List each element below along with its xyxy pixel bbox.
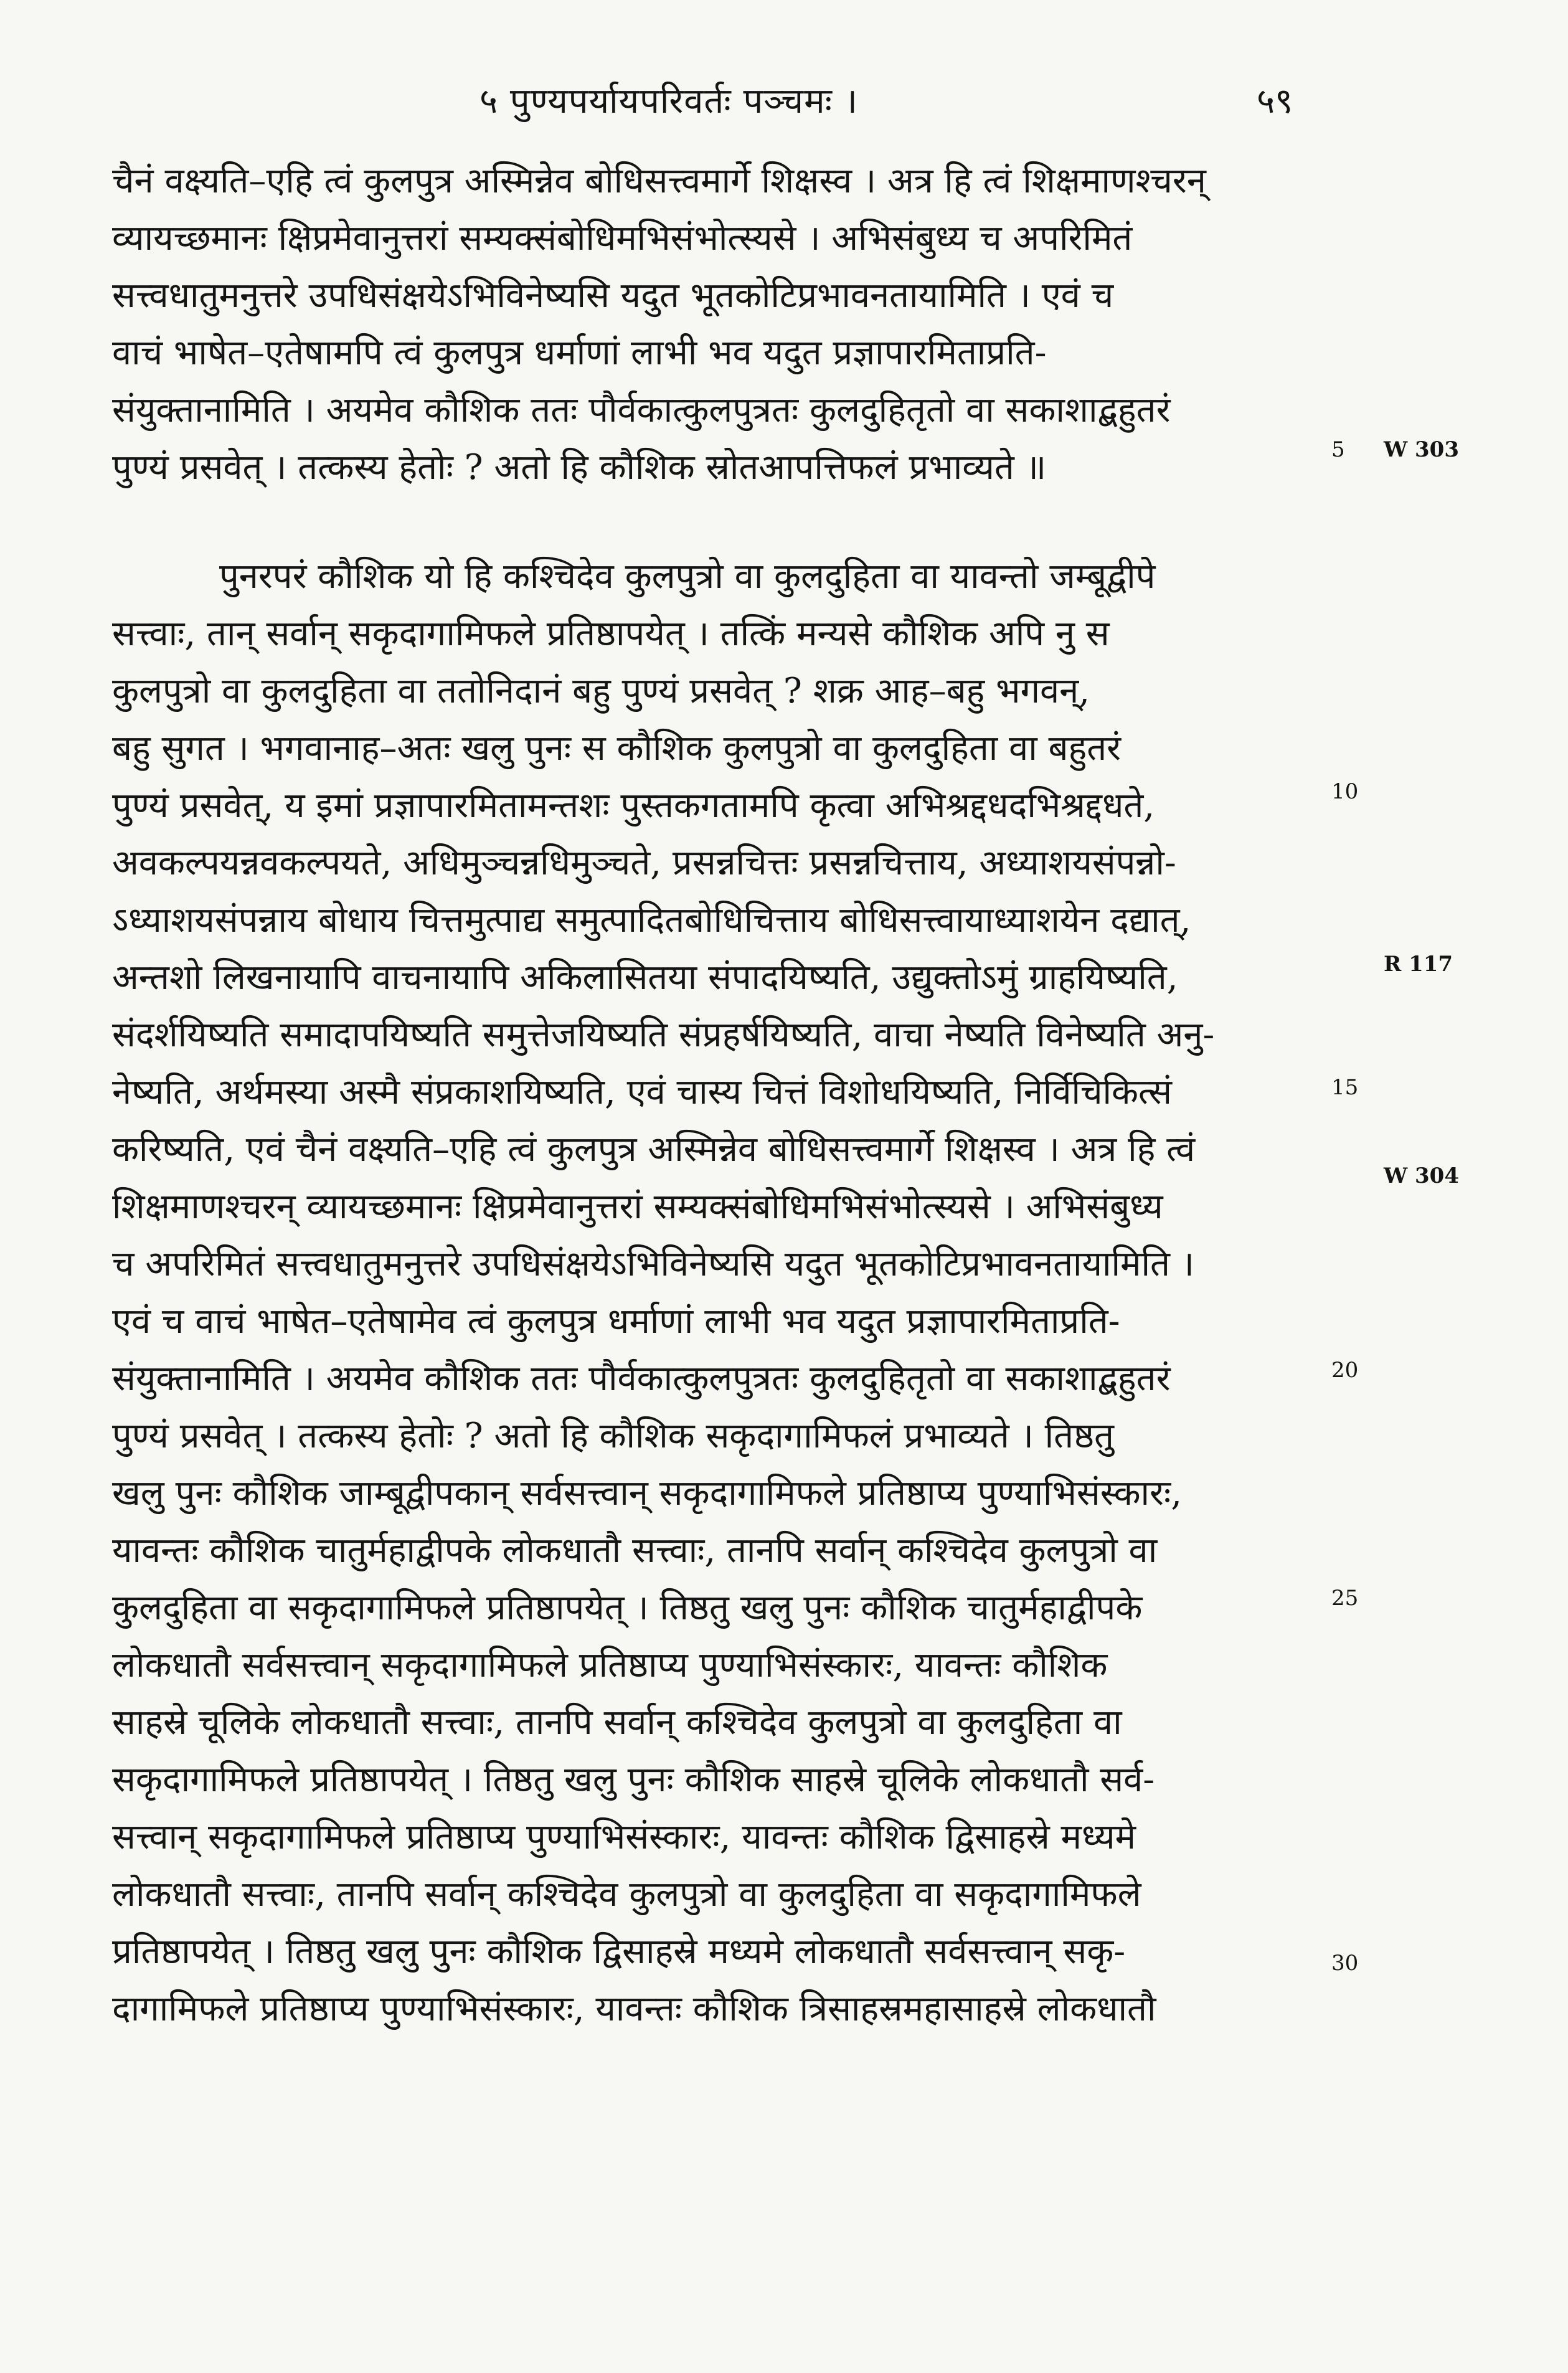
margin-reference: W 304 bbox=[1384, 1163, 1459, 1188]
text-line: ऽध्याशयसंपन्नाय बोधाय चित्तमुत्पाद्य समुत्पादितबोधिचित्ताय बोधिसत्त्वायाध्याशयेन दद्यात्, bbox=[112, 900, 1191, 940]
text-line: शिक्षमाणश्चरन् व्यायच्छमानः क्षिप्रमेवानुत्तरां सम्यक्संबोधिमभिसंभोत्स्यसे । अभिसंबुध्य bbox=[112, 1186, 1163, 1227]
text-line: करिष्यति, एवं चैनं वक्ष्यति–एहि त्वं कुलपुत्र अस्मिन्नेव बोधिसत्त्वमार्गे शिक्षस्व । अत्र हि त्वं bbox=[112, 1129, 1196, 1170]
line-number: 25 bbox=[1331, 1586, 1359, 1611]
text-line: कुलपुत्रो वा कुलदुहिता वा ततोनिदानं बहु पुण्यं प्रसवेत् ? शक्र आह–बहु भगवन्, bbox=[112, 671, 1090, 711]
margin-reference: W 303 bbox=[1384, 437, 1459, 462]
text-line: पुनरपरं कौशिक यो हि कश्चिदेव कुलपुत्रो वा कुलदुहिता वा यावन्तो जम्बूद्वीपे bbox=[219, 556, 1156, 597]
text-line: सकृदागामिफले प्रतिष्ठापयेत् । तिष्ठतु खलु पुनः कौशिक साहस्रे चूलिके लोकधातौ सर्व- bbox=[112, 1760, 1155, 1800]
text-line: व्यायच्छमानः क्षिप्रमेवानुत्तरां सम्यक्संबोधिमभिसंभोत्स्यसे । अभिसंबुध्य च अपरिमितं bbox=[112, 218, 1133, 258]
text-line: एवं च वाचं भाषेत–एतेषामेव त्वं कुलपुत्र धर्माणां लाभी भव यदुत प्रज्ञापारमिताप्रति- bbox=[112, 1301, 1120, 1342]
text-line: लोकधातौ सर्वसत्त्वान् सकृदागामिफले प्रतिष्ठाप्य पुण्याभिसंस्कारः, यावन्तः कौशिक bbox=[112, 1645, 1108, 1685]
running-title: ५ पुण्यपर्यायपरिवर्तः पञ्चमः । bbox=[479, 81, 858, 121]
text-line: दागामिफले प्रतिष्ठाप्य पुण्याभिसंस्कारः, यावन्तः कौशिक त्रिसाहस्रमहासाहस्रे लोकधातौ bbox=[112, 1989, 1156, 2029]
text-line: अन्तशो लिखनायापि वाचनायापि अकिलासितया संपादयिष्यति, उद्युक्तोऽमुं ग्राहयिष्यति, bbox=[112, 957, 1178, 998]
text-line: पुण्यं प्रसवेत्, य इमां प्रज्ञापारमितामन्तशः पुस्तकगतामपि कृत्वा अभिश्रद्दधदभिश्रद्दधते, bbox=[112, 785, 1155, 826]
line-number: 5 bbox=[1331, 437, 1345, 462]
text-line: लोकधातौ सत्त्वाः, तानपि सर्वान् कश्चिदेव कुलपुत्रो वा कुलदुहिता वा सकृदागामिफले bbox=[112, 1874, 1141, 1915]
text-line: सत्त्वाः, तान् सर्वान् सकृदागामिफले प्रतिष्ठापयेत् । तत्किं मन्यसे कौशिक अपि नु स bbox=[112, 613, 1110, 654]
text-line: खलु पुनः कौशिक जाम्बूद्वीपकान् सर्वसत्त्वान् सकृदागामिफले प्रतिष्ठाप्य पुण्याभिसंस्कारः, bbox=[112, 1473, 1183, 1513]
line-number: 20 bbox=[1331, 1358, 1359, 1383]
text-line: संयुक्तानामिति । अयमेव कौशिक ततः पौर्वकात्कुलपुत्रतः कुलदुहितृतो वा सकाशाद्बहुतरं bbox=[112, 1358, 1171, 1399]
text-line: वाचं भाषेत–एतेषामपि त्वं कुलपुत्र धर्माणां लाभी भव यदुत प्रज्ञापारमिताप्रति- bbox=[112, 333, 1047, 373]
text-line: यावन्तः कौशिक चातुर्महाद्वीपके लोकधातौ सत्त्वाः, तानपि सर्वान् कश्चिदेव कुलपुत्रो वा bbox=[112, 1530, 1158, 1571]
text-line: संदर्शयिष्यति समादापयिष्यति समुत्तेजयिष्यति संप्रहर्षयिष्यति, वाचा नेष्यति विनेष्यति अनु- bbox=[112, 1015, 1215, 1055]
text-line: प्रतिष्ठापयेत् । तिष्ठतु खलु पुनः कौशिक द्विसाहस्रे मध्यमे लोकधातौ सर्वसत्त्वान् सकृ- bbox=[112, 1931, 1126, 1972]
text-line: पुण्यं प्रसवेत् । तत्कस्य हेतोः ? अतो हि कौशिक सकृदागामिफलं प्रभाव्यते । तिष्ठतु bbox=[112, 1416, 1114, 1456]
text-line: अवकल्पयन्नवकल्पयते, अधिमुञ्चन्नधिमुञ्चते, प्रसन्नचित्तः प्रसन्नचित्ताय, अध्याशयसंपन्नो- bbox=[112, 843, 1176, 883]
line-number: 10 bbox=[1331, 779, 1359, 804]
line-number: 30 bbox=[1331, 1951, 1359, 1976]
line-number: 15 bbox=[1331, 1075, 1359, 1100]
text-line: पुण्यं प्रसवेत् । तत्कस्य हेतोः ? अतो हि कौशिक स्रोतआपत्तिफलं प्रभाव्यते ॥ bbox=[112, 447, 1047, 488]
text-line: सत्त्वान् सकृदागामिफले प्रतिष्ठाप्य पुण्याभिसंस्कारः, यावन्तः कौशिक द्विसाहस्रे मध्यमे bbox=[112, 1817, 1136, 1857]
text-line: च अपरिमितं सत्त्वधातुमनुत्तरे उपधिसंक्षयेऽभिविनेष्यसि यदुत भूतकोटिप्रभावनतायामिति । bbox=[112, 1244, 1194, 1284]
text-line: बहु सुगत । भगवानाह–अतः खलु पुनः स कौशिक कुलपुत्रो वा कुलदुहिता वा बहुतरं bbox=[112, 728, 1122, 769]
text-line: संयुक्तानामिति । अयमेव कौशिक ततः पौर्वकात्कुलपुत्रतः कुलदुहितृतो वा सकाशाद्बहुतरं bbox=[112, 390, 1171, 430]
text-line: सत्त्वधातुमनुत्तरे उपधिसंक्षयेऽभिविनेष्यसि यदुत भूतकोटिप्रभावनतायामिति । एवं च bbox=[112, 275, 1114, 316]
page-number: ५९ bbox=[1257, 81, 1293, 121]
text-line: चैनं वक्ष्यति–एहि त्वं कुलपुत्र अस्मिन्नेव बोधिसत्त्वमार्गे शिक्षस्व । अत्र हि त्वं शिक्षमाणश्चरन् bbox=[112, 161, 1206, 201]
text-line: साहस्रे चूलिके लोकधातौ सत्त्वाः, तानपि सर्वान् कश्चिदेव कुलपुत्रो वा कुलदुहिता वा bbox=[112, 1702, 1122, 1743]
margin-reference: R 117 bbox=[1384, 952, 1453, 977]
text-line: कुलदुहिता वा सकृदागामिफले प्रतिष्ठापयेत् । तिष्ठतु खलु पुनः कौशिक चातुर्महाद्वीपके bbox=[112, 1588, 1143, 1628]
text-line: नेष्यति, अर्थमस्या अस्मै संप्रकाशयिष्यति, एवं चास्य चित्तं विशोधयिष्यति, निर्विचिकित्सं bbox=[112, 1072, 1172, 1112]
